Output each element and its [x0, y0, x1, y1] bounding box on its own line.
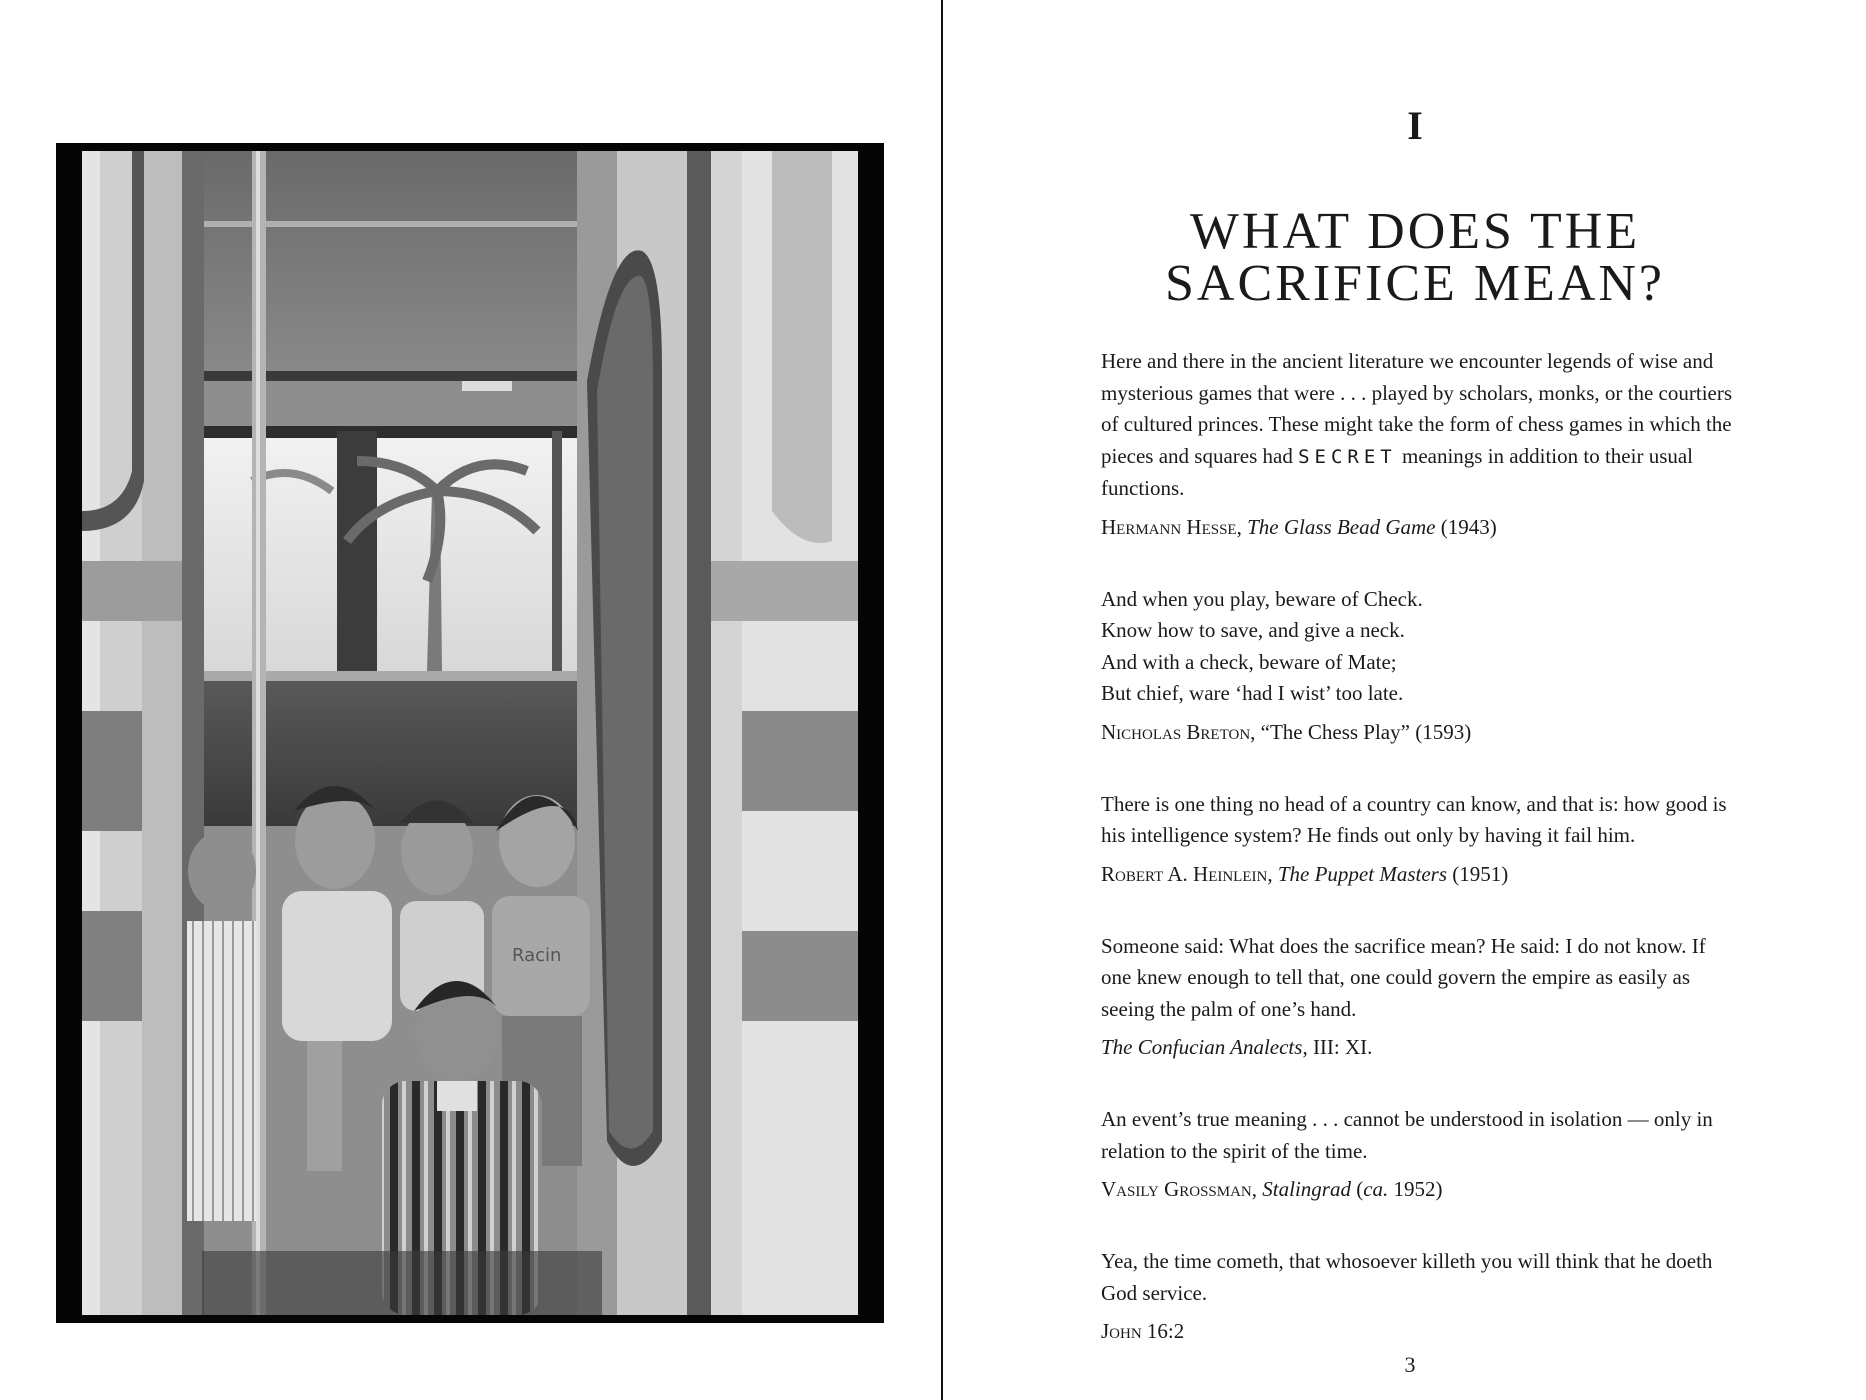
quote-text: There is one thing no head of a country can know, and that is: how good is his intelligence system? He finds out only by having it fail him. [1101, 791, 1727, 847]
quote-year: (1943) [1440, 514, 1497, 539]
verse-line: But chief, ware ‘had I wist’ too late. [1101, 681, 1404, 705]
quote-work: Stalingrad [1262, 1177, 1351, 1201]
page-number: 3 [1404, 1352, 1416, 1377]
epigraph-hesse [1101, 346, 1741, 541]
epigraph-john [1101, 1246, 1741, 1345]
chapter-number: I [1407, 103, 1423, 148]
quote-ref: , III: XI. [1302, 1035, 1373, 1059]
quote-year-ca: ca. [1363, 1177, 1389, 1201]
quote-year: (1951) [1452, 861, 1509, 886]
quote-year-prefix: ( [1356, 1177, 1364, 1201]
quote-year: (1593) [1415, 719, 1472, 744]
quote-attribution: Nicholas Breton, “The Chess Play” (1593) [1101, 719, 1472, 744]
quote-text: Yea, the time cometh, that whosoever killeth you will think that he doeth God service. [1101, 1249, 1713, 1305]
chapter-title-line-2: SACRIFICE MEAN? [1164, 255, 1666, 312]
epigraph-breton [1101, 584, 1741, 746]
quote-text: Someone said: What does the sacrifice mean? He said: I do not know. If one knew enough to tell that, one could govern the empire as easily as seeing the palm of one’s hand. [1101, 933, 1706, 1021]
chapter-title [1100, 203, 1730, 312]
quote-author: Robert A. Heinlein [1101, 861, 1268, 886]
verse-line: And when you play, beware of Check. [1101, 586, 1423, 611]
quote-author: Nicholas Breton [1101, 719, 1251, 744]
quote-year: 1952) [1393, 1177, 1443, 1201]
epigraph-heinlein [1101, 789, 1741, 888]
photo-frame [56, 143, 884, 1323]
quote-work: The Glass Bead Game [1247, 514, 1436, 539]
quote-attribution: Robert A. Heinlein, The Puppet Masters (1951) [1101, 861, 1509, 886]
quote-attribution [1101, 1033, 1741, 1061]
quote-work: “The Chess Play” [1260, 719, 1410, 744]
epigraph-analects [1101, 931, 1741, 1062]
quote-author: Hermann Hesse [1101, 514, 1237, 539]
page-gutter [941, 0, 943, 1400]
quote-attribution: Vasily Grossman, Stalingrad (ca. 1952) [1101, 1177, 1443, 1201]
quote-work: The Confucian Analects [1101, 1035, 1303, 1059]
verse-line: Know how to save, and give a neck. [1101, 618, 1405, 642]
quote-text-after: meanings in addition to their usual functions. [1101, 443, 1694, 500]
quote-work: The Puppet Masters [1277, 861, 1447, 886]
photo-icon [82, 151, 858, 1315]
verse-line: And with a check, beware of Mate; [1101, 649, 1397, 674]
epigraph-list [1101, 346, 1741, 1388]
secret-emphasis: SECRET [1298, 445, 1397, 468]
quote-author: Vasily Grossman [1101, 1177, 1252, 1201]
quote-attribution: Hermann Hesse, The Glass Bead Game (1943) [1101, 514, 1497, 539]
quote-text: An event’s true meaning . . . cannot be understood in isolation — only in relation to the spirit of the time. [1101, 1107, 1713, 1163]
quote-author: John 16:2 [1101, 1319, 1185, 1343]
quote-text: Here and there in the ancient literature we encounter legends of wise and mysterious games that were . . . played by scholars, monks, or the courtiers of cultured princes. These might take the form of chess games in which the pieces and squares had [1101, 349, 1733, 468]
svg-text:Racin: Racin [512, 945, 562, 966]
quote-attribution [1101, 1317, 1741, 1345]
bus-children-photo [82, 151, 858, 1315]
chapter-title-line-1: WHAT DOES THE [1189, 203, 1641, 260]
epigraph-grossman [1101, 1104, 1741, 1203]
